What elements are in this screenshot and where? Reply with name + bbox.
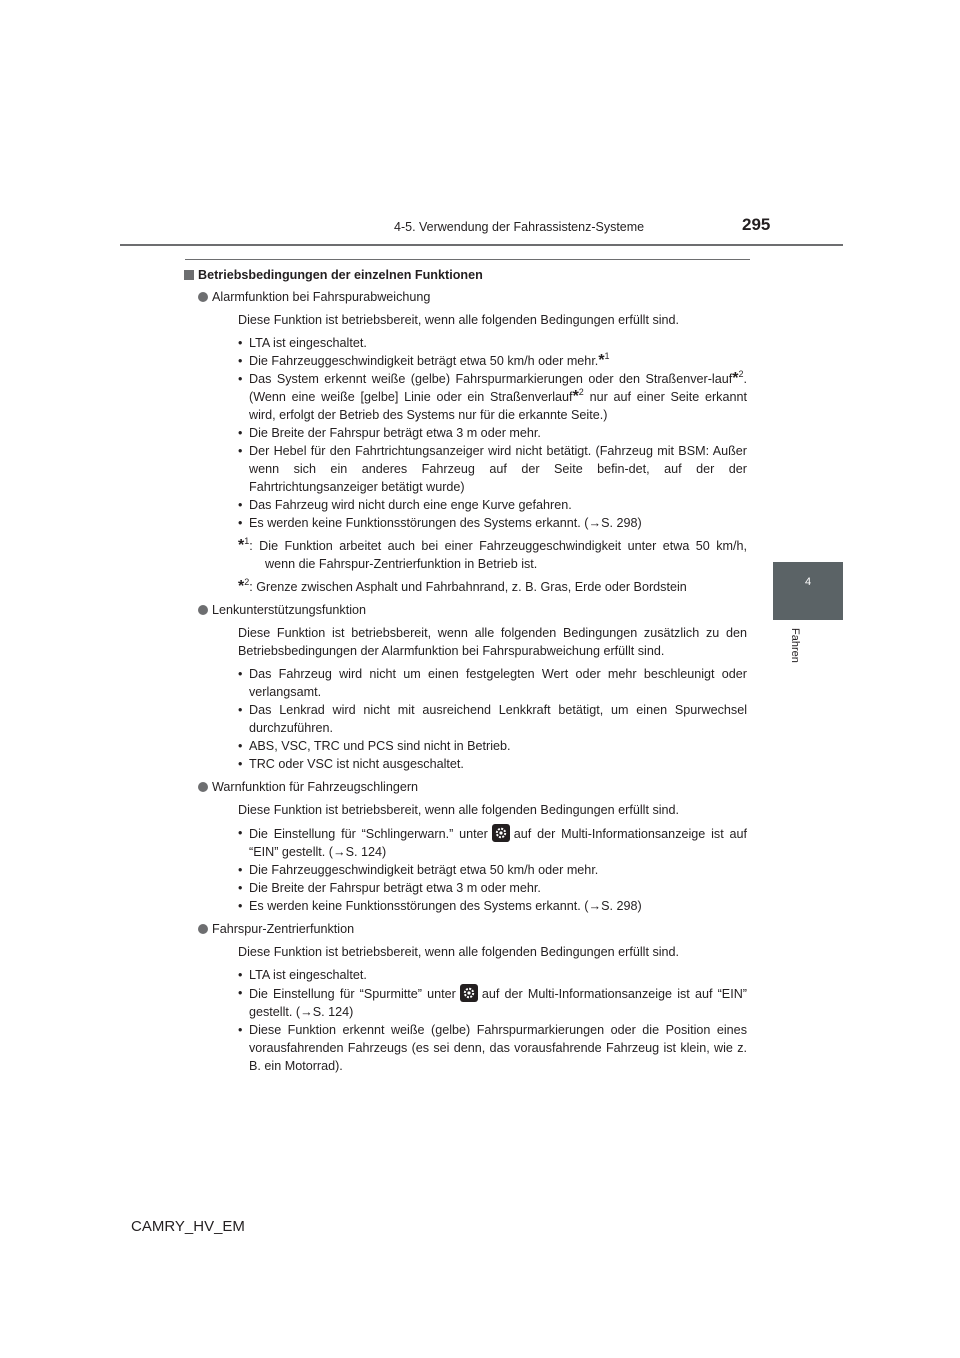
page-number: 295 bbox=[742, 215, 771, 234]
document-id: CAMRY_HV_EM bbox=[131, 1218, 245, 1235]
list-item-text: auf der Multi-Informationsanzeige ist auf “EIN” gestellt. (→S. 124) bbox=[249, 827, 747, 859]
list-item: • TRC oder VSC ist nicht ausgeschaltet. bbox=[238, 755, 747, 773]
subsection-title-text: Alarmfunktion bei Fahrspurabweichung bbox=[212, 290, 431, 304]
list-item: • Der Hebel für den Fahrtrichtungsanzeiger wird nicht betätigt. (Fahrzeug mit BSM: Außer wenn sich ein anderes Fahrzeug auf der Seite befin-det, auf der der Fahrtrichtungsanzeiger betätigt wurde) bbox=[238, 442, 747, 496]
bullet-list bbox=[238, 665, 747, 773]
content-divider bbox=[185, 259, 750, 260]
page-content bbox=[198, 266, 747, 1080]
chapter-label-text: Fahren bbox=[789, 628, 801, 663]
footnote-ref: 1 bbox=[604, 351, 610, 361]
footnote-text: : Die Funktion arbeitet auch bei einer Fahrzeuggeschwindigkeit unter etwa 50 km/h, wenn die Fahrspur-Zentrierfunktion in Betrieb ist. bbox=[249, 539, 747, 571]
circle-bullet-icon bbox=[198, 924, 208, 934]
list-item: • Die Fahrzeuggeschwindigkeit beträgt etwa 50 km/h oder mehr. bbox=[238, 861, 747, 879]
chapter-label bbox=[787, 628, 801, 668]
circle-bullet-icon bbox=[198, 782, 208, 792]
list-item: • Die Fahrzeuggeschwindigkeit beträgt etwa 50 km/h oder mehr.*$^1$ bbox=[238, 352, 747, 370]
list-item bbox=[238, 824, 747, 861]
list-item-text: . (Wenn eine weiße [gelbe] Linie oder ein Straßenverlauf bbox=[249, 372, 747, 404]
list-item-text: nur auf einer Seite erkannt wird, erfolgt der Betrieb des Systems nur für die erkannte Seite.) bbox=[249, 390, 747, 422]
list-item: • Diese Funktion erkennt weiße (gelbe) Fahrspurmarkierungen oder die Position eines vorausfahrenden Fahrzeugs (es sei denn, das vorausfahrende Fahrzeug ist klein, wie z. B. ein Motorrad). bbox=[238, 1021, 747, 1075]
section-heading bbox=[184, 266, 720, 284]
settings-gear-icon bbox=[492, 824, 510, 842]
subsection-title-2 bbox=[198, 601, 734, 619]
circle-bullet-icon bbox=[198, 605, 208, 615]
subsection-title-1 bbox=[198, 288, 734, 306]
list-item-text: auf der Multi-Informationsanzeige ist auf “EIN” gestellt. (→S. 124) bbox=[249, 987, 747, 1019]
list-item-text: Die Einstellung für “Spurmitte” unter bbox=[249, 987, 456, 1001]
header-section-title: 4-5. Verwendung der Fahrassistenz-Systeme bbox=[394, 220, 645, 234]
list-item: • Es werden keine Funktionsstörungen des Systems erkannt. (→S. 298) bbox=[238, 897, 747, 915]
footnote-ref: 2 bbox=[578, 387, 584, 397]
section-heading-text: Betriebsbedingungen der einzelnen Funktionen bbox=[198, 268, 483, 282]
paragraph: Diese Funktion ist betriebsbereit, wenn alle folgenden Bedingungen zusätzlich zu den Betriebsbedingungen der Alarmfunktion bei Fahrspurabweichung erfüllt sind. bbox=[238, 626, 747, 658]
header-divider bbox=[120, 244, 843, 246]
list-item-text: Die Fahrzeuggeschwindigkeit beträgt etwa 50 km/h oder mehr. bbox=[249, 354, 599, 368]
footnote-text: : Grenze zwischen Asphalt und Fahrbahnrand, z. B. Gras, Erde oder Bordstein bbox=[249, 580, 687, 594]
subsection-title-4 bbox=[198, 920, 734, 938]
footnote-mark: 1 bbox=[244, 536, 250, 546]
paragraph: Diese Funktion ist betriebsbereit, wenn alle folgenden Bedingungen erfüllt sind. bbox=[238, 313, 680, 327]
chapter-tab bbox=[773, 562, 843, 620]
footnote-2: *$^2$: Grenze zwischen Asphalt und Fahrbahnrand, z. B. Gras, Erde oder Bordstein bbox=[238, 577, 687, 595]
bullet-list bbox=[238, 966, 747, 1075]
list-item: • Es werden keine Funktionsstörungen des Systems erkannt. (→S. 298) bbox=[238, 514, 747, 532]
list-item: • Die Breite der Fahrspur beträgt etwa 3 m oder mehr. bbox=[238, 879, 747, 897]
bullet-list bbox=[238, 334, 747, 532]
footnote-1: *$^1$: Die Funktion arbeitet auch bei einer Fahrzeuggeschwindigkeit unter etwa 50 km/h, wenn die Fahrspur-Zentrierfunktion in Betrieb ist. bbox=[238, 536, 747, 571]
list-item: • Das Lenkrad wird nicht mit ausreichend Lenkkraft betätigt, um einen Spurwechsel durchzuführen. bbox=[238, 701, 747, 737]
subsection-title-text: Lenkunterstützungsfunktion bbox=[212, 603, 367, 617]
settings-gear-icon bbox=[460, 984, 478, 1002]
subsection-title-3 bbox=[198, 778, 734, 796]
list-item: • LTA ist eingeschaltet. bbox=[238, 966, 747, 984]
list-item: • Das System erkennt weiße (gelbe) Fahrspurmarkierungen oder den Straßenver-lauf*$^2$. (Wenn eine weiße [gelbe] Linie oder ein Straßenverlauf*$^2$ nur auf einer Seite erkannt wird, erfolgt der Betrieb des Systems nur für die erkannte Seite.) bbox=[238, 370, 747, 424]
list-item: • Die Breite der Fahrspur beträgt etwa 3 m oder mehr. bbox=[238, 424, 747, 442]
list-item: • Das Fahrzeug wird nicht um einen festgelegten Wert oder mehr beschleunigt oder verlangsamt. bbox=[238, 665, 747, 701]
list-item: • ABS, VSC, TRC und PCS sind nicht in Betrieb. bbox=[238, 737, 747, 755]
subsection-title-text: Fahrspur-Zentrierfunktion bbox=[212, 922, 355, 936]
footnote-ref: 2 bbox=[738, 369, 744, 379]
list-item-text: Das System erkennt weiße (gelbe) Fahrspurmarkierungen oder den Straßenver-lauf bbox=[249, 372, 733, 386]
list-item-text: Die Einstellung für “Schlingerwarn.” unter bbox=[249, 827, 488, 841]
subsection-title-text: Warnfunktion für Fahrzeugschlingern bbox=[212, 780, 419, 794]
bullet-list bbox=[238, 824, 747, 915]
paragraph: Diese Funktion ist betriebsbereit, wenn alle folgenden Bedingungen erfüllt sind. bbox=[238, 803, 680, 817]
list-item: • Das Fahrzeug wird nicht durch eine enge Kurve gefahren. bbox=[238, 496, 747, 514]
square-bullet-icon bbox=[184, 270, 194, 280]
list-item: • LTA ist eingeschaltet. bbox=[238, 334, 747, 352]
list-item bbox=[238, 984, 747, 1021]
chapter-number: 4 bbox=[804, 576, 812, 588]
footnote-mark: 2 bbox=[244, 577, 250, 587]
paragraph: Diese Funktion ist betriebsbereit, wenn alle folgenden Bedingungen erfüllt sind. bbox=[238, 945, 680, 959]
circle-bullet-icon bbox=[198, 292, 208, 302]
